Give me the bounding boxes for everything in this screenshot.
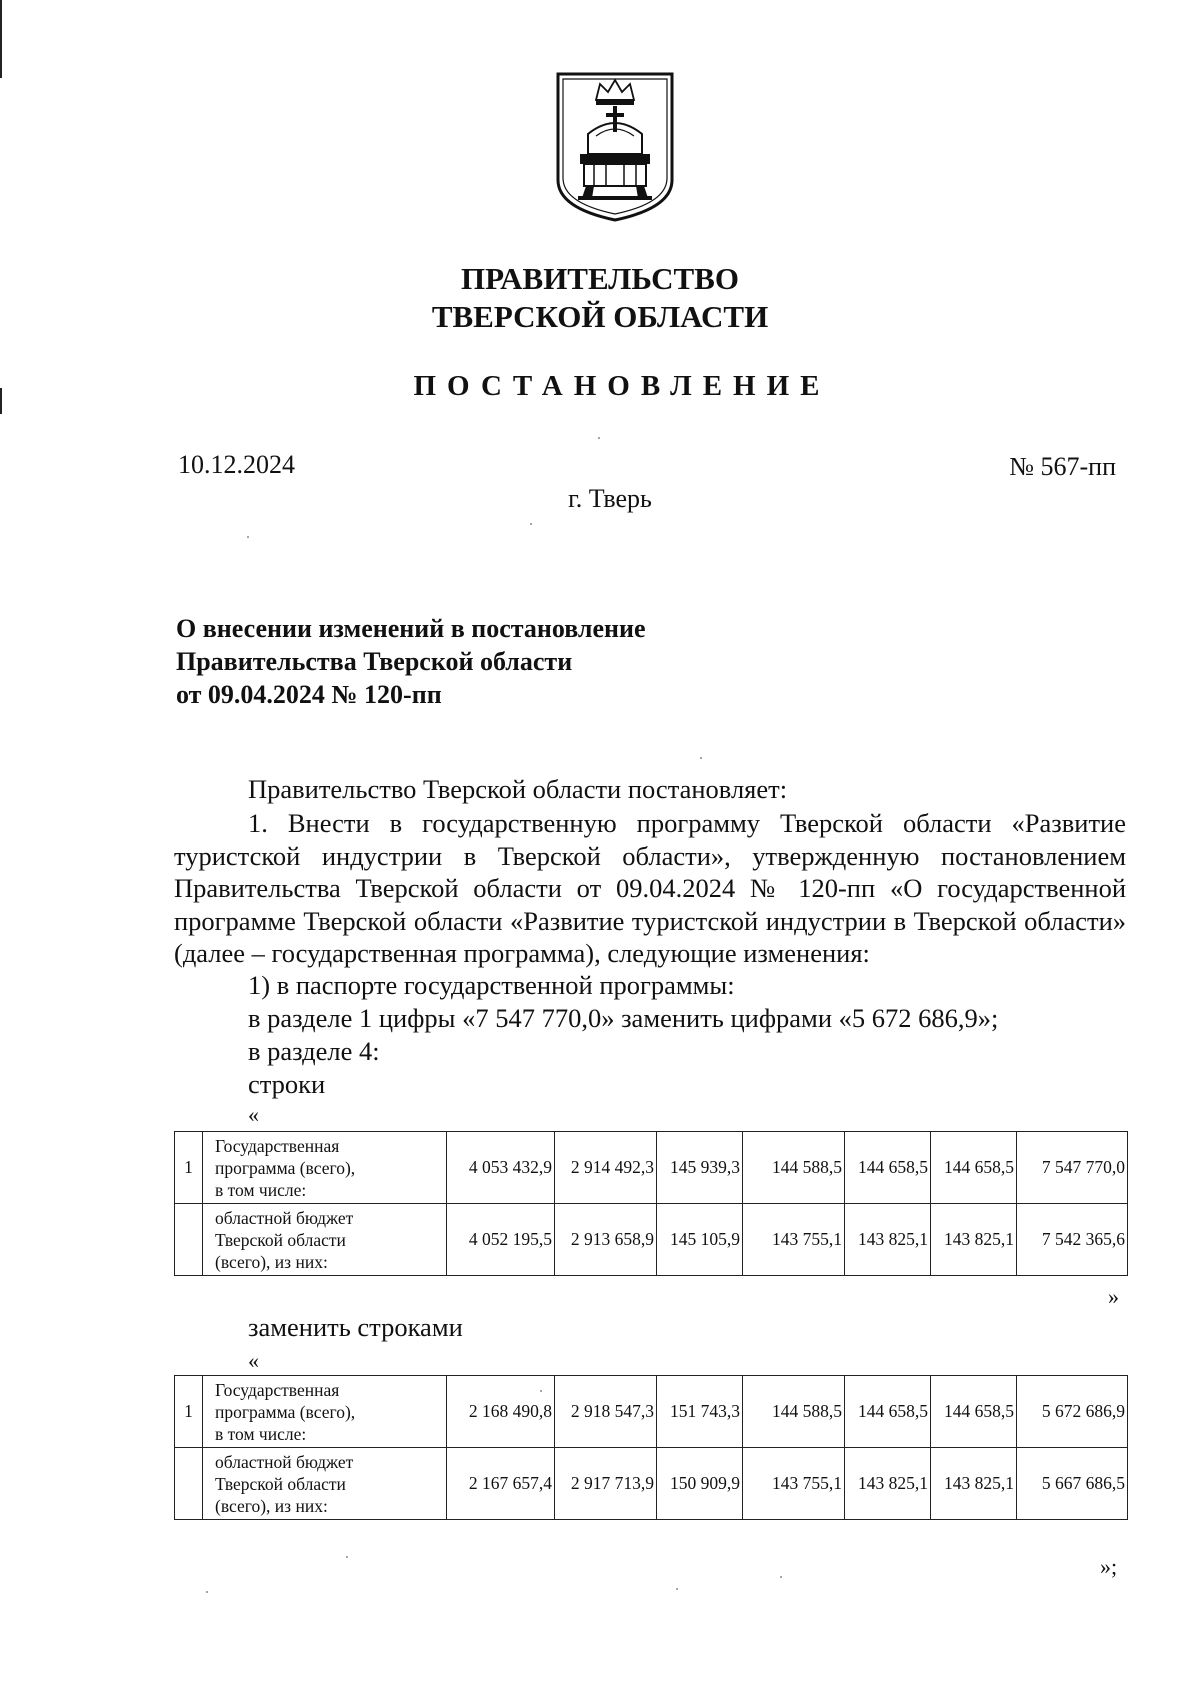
- row-label-line: программа (всего),: [215, 1157, 356, 1178]
- value-cell: 150 909,9: [657, 1448, 743, 1520]
- scan-speck: [700, 757, 702, 759]
- scan-speck: [247, 536, 249, 538]
- scan-speck: [676, 1588, 678, 1590]
- tver-coat-of-arms-icon: [556, 72, 674, 222]
- value-cell: 4 053 432,9: [447, 1132, 555, 1204]
- row-label-cell: [203, 1204, 447, 1276]
- scan-speck: [206, 1591, 208, 1593]
- document-subject: [176, 612, 646, 711]
- section-4-heading: в разделе 4:: [248, 1036, 380, 1066]
- row-index-cell: [175, 1448, 203, 1520]
- value-cell: 2 168 490,8: [447, 1376, 555, 1448]
- value-cell: 2 917 713,9: [555, 1448, 657, 1520]
- row-index-cell: 1: [175, 1376, 203, 1448]
- document-type-title: ПОСТАНОВЛЕНИЕ: [413, 370, 831, 402]
- row-label-cell: [203, 1448, 447, 1520]
- org-name-line1: ПРАВИТЕЛЬСТВО: [461, 261, 739, 296]
- scan-speck: [780, 1576, 782, 1578]
- value-cell: 143 825,1: [931, 1204, 1017, 1276]
- scan-speck: [346, 1556, 348, 1558]
- row-label-line: областной бюджет: [215, 1451, 354, 1472]
- value-cell: 143 825,1: [931, 1448, 1017, 1520]
- document-number: № 567-пп: [1009, 452, 1116, 481]
- org-name-line2: ТВЕРСКОЙ ОБЛАСТИ: [431, 299, 769, 334]
- scan-speck: [530, 523, 532, 525]
- value-cell: 144 658,5: [845, 1132, 931, 1204]
- row-label-line: Тверской области: [215, 1473, 346, 1494]
- row-label-cell: [203, 1132, 447, 1204]
- row-index-cell: [175, 1204, 203, 1276]
- new-rows-table: [174, 1375, 1128, 1520]
- value-cell: 143 755,1: [743, 1448, 845, 1520]
- subject-line: О внесении изменений в постановление: [176, 614, 646, 643]
- value-cell: 2 913 658,9: [555, 1204, 657, 1276]
- value-cell: 144 588,5: [743, 1376, 845, 1448]
- row-index-cell: 1: [175, 1132, 203, 1204]
- row-label-line: Государственная: [215, 1135, 340, 1156]
- subject-line: от 09.04.2024 № 120-пп: [176, 680, 442, 709]
- value-cell: 144 588,5: [743, 1132, 845, 1204]
- value-cell: 7 542 365,6: [1017, 1204, 1128, 1276]
- document-date: 10.12.2024: [178, 450, 295, 479]
- replace-with-label: заменить строками: [248, 1312, 463, 1342]
- value-cell: 2 914 492,3: [555, 1132, 657, 1204]
- close-quote: »;: [1100, 1554, 1118, 1579]
- value-cell: 2 918 547,3: [555, 1376, 657, 1448]
- table-row: [175, 1376, 1128, 1448]
- value-cell: 144 658,5: [931, 1132, 1017, 1204]
- value-cell: 7 547 770,0: [1017, 1132, 1128, 1204]
- row-label-line: (всего), из них:: [215, 1251, 328, 1272]
- value-cell: 5 667 686,5: [1017, 1448, 1128, 1520]
- section-1-change: в разделе 1 цифры «7 547 770,0» заменить цифрами «5 672 686,9»;: [248, 1003, 999, 1033]
- rows-label: строки: [248, 1069, 326, 1099]
- row-label-line: (всего), из них:: [215, 1495, 328, 1516]
- table-row: [175, 1204, 1128, 1276]
- row-label-line: программа (всего),: [215, 1401, 356, 1422]
- value-cell: 143 755,1: [743, 1204, 845, 1276]
- value-cell: 143 825,1: [845, 1448, 931, 1520]
- scan-edge-mark: [0, 0, 2, 78]
- subpoint-1: 1) в паспорте государственной программы:: [248, 970, 735, 1000]
- point-1-paragraph: 1. Внести в государственную программу Тверской области «Развитие туристской индустрии в Тверской области», утвержденную постановлением Правительства Тверской области от 09.04.2024 № 120-пп «О государственной программе Тверской области «Развитие туристской индустрии в Тверской области» (далее – государственная программа), следующие изменения:: [174, 808, 1126, 968]
- table-row: [175, 1448, 1128, 1520]
- value-cell: 143 825,1: [845, 1204, 931, 1276]
- value-cell: 144 658,5: [931, 1376, 1017, 1448]
- row-label-line: Государственная: [215, 1379, 340, 1400]
- value-cell: 2 167 657,4: [447, 1448, 555, 1520]
- document-city: г. Тверь: [568, 484, 652, 513]
- open-quote: «: [248, 1102, 259, 1127]
- table-row: [175, 1132, 1128, 1204]
- old-rows-table: [174, 1131, 1128, 1276]
- row-label-line: в том числе:: [215, 1179, 307, 1200]
- scan-speck: [598, 437, 600, 439]
- close-quote: »: [1108, 1284, 1119, 1309]
- value-cell: 4 052 195,5: [447, 1204, 555, 1276]
- subject-line: Правительства Тверской области: [176, 647, 573, 676]
- value-cell: 5 672 686,9: [1017, 1376, 1128, 1448]
- row-label-cell: [203, 1376, 447, 1448]
- intro-paragraph: Правительство Тверской области постановляет:: [248, 774, 788, 804]
- value-cell: 144 658,5: [845, 1376, 931, 1448]
- open-quote: «: [248, 1348, 259, 1373]
- row-label-line: областной бюджет: [215, 1207, 354, 1228]
- value-cell: 151 743,3: [657, 1376, 743, 1448]
- row-label-line: в том числе:: [215, 1423, 307, 1444]
- scan-speck: [540, 1390, 542, 1392]
- value-cell: 145 105,9: [657, 1204, 743, 1276]
- value-cell: 145 939,3: [657, 1132, 743, 1204]
- row-label-line: Тверской области: [215, 1229, 346, 1250]
